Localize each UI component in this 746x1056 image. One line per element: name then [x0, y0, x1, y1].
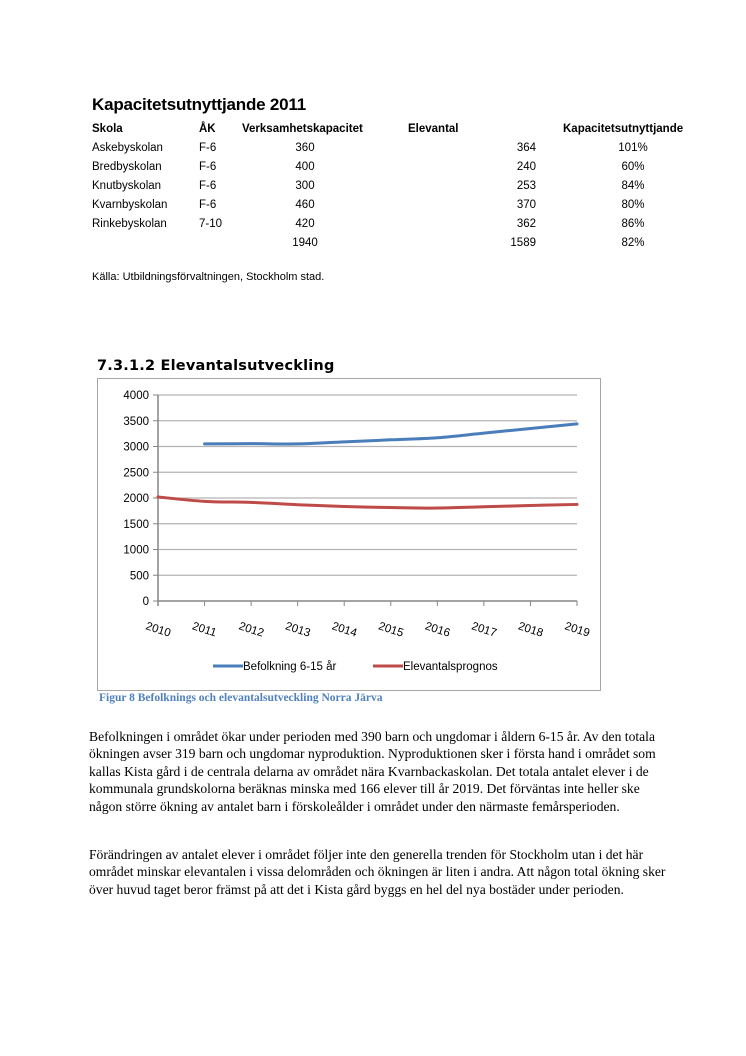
- figure-caption: Figur 8 Befolknings och elevantalsutveckling Norra Järva: [99, 692, 383, 704]
- x-tick-label: 2012: [237, 620, 266, 640]
- x-tick-labels: [144, 620, 591, 640]
- y-tick-label: 0: [142, 596, 149, 608]
- header-kapacitetsutnyttjande: Kapacitetsutnyttjande: [563, 123, 684, 135]
- cell-skola: Bredbyskolan: [92, 161, 162, 173]
- y-tick-label: 1000: [123, 544, 149, 557]
- gridlines: [158, 395, 577, 575]
- cell-verksamhetskapacitet: 420: [295, 218, 315, 230]
- x-tick-label: 2015: [376, 620, 405, 640]
- total-kapacitetsutnyttjande: 82%: [621, 237, 645, 249]
- table-row: [92, 196, 703, 215]
- x-tick-label: 2014: [330, 620, 359, 640]
- series-lines: [158, 424, 577, 508]
- table-title: Kapacitetsutnyttjande 2011: [92, 95, 306, 114]
- cell-verksamhetskapacitet: 460: [295, 199, 315, 211]
- cell-skola: [92, 234, 199, 253]
- cell-ak: F-6: [199, 199, 217, 211]
- x-tick-label: 2017: [469, 620, 499, 640]
- body-paragraph: Befolkningen i området ökar under perioden med 390 barn och ungdomar i åldern 6-15 år. Av den totala ökningen avser 319 barn och ungdomar nyproduktion. Nyproduktionen sker i första hand i området som kallas Kista gård i de centrala delarna av området nära Kvarnbackaskolan. Det totala antalet elever i de kommunala grundskolorna beräknas minska med 166 elever till år 2019. Det förväntas inte heller ske någon större ökning av antalet barn i förskoleålder i området under den närmaste femårsperioden.: [89, 729, 656, 814]
- cell-elevantal: 370: [516, 199, 536, 211]
- x-tick-label: 2013: [283, 620, 312, 640]
- total-verksamhetskapacitet: 1940: [292, 237, 318, 249]
- y-tick-labels: [123, 390, 149, 608]
- cell-kapacitetsutnyttjande: 86%: [621, 218, 645, 230]
- cell-elevantal: 362: [516, 218, 536, 230]
- cell-kapacitetsutnyttjande: 84%: [621, 180, 645, 192]
- series-line-befolkning-6-15-år: [205, 424, 577, 444]
- total-elevantal: 1589: [510, 237, 536, 249]
- header-ak: ÅK: [199, 123, 216, 135]
- y-tick-label: 4000: [123, 390, 149, 402]
- x-tick-label: 2019: [563, 620, 592, 640]
- cell-verksamhetskapacitet: 360: [295, 142, 315, 154]
- table-row: [92, 158, 703, 177]
- table-totals-row: [92, 234, 703, 253]
- capacity-table: [92, 120, 703, 253]
- table-row: [92, 177, 703, 196]
- legend-label: Elevantalsprognos: [403, 661, 498, 673]
- legend: [213, 661, 498, 673]
- line-chart: [98, 379, 602, 692]
- x-tick-label: 2011: [190, 620, 218, 640]
- header-verksamhetskapacitet: Verksamhetskapacitet: [242, 123, 363, 135]
- cell-kapacitetsutnyttjande: 60%: [621, 161, 645, 173]
- y-tick-label: 2000: [123, 493, 149, 505]
- table-source-note: Källa: Utbildningsförvaltningen, Stockholm stad.: [92, 271, 325, 283]
- y-tick-label: 1500: [123, 518, 149, 531]
- header-elevantal: Elevantal: [408, 123, 459, 135]
- cell-skola: Rinkebyskolan: [92, 218, 167, 230]
- cell-verksamhetskapacitet: 400: [295, 161, 315, 173]
- cell-elevantal: 253: [516, 180, 536, 192]
- x-tick-label: 2016: [423, 620, 452, 640]
- cell-elevantal: 364: [516, 142, 536, 154]
- header-skola: Skola: [92, 123, 123, 135]
- x-tick-label: 2018: [516, 620, 545, 640]
- table-row: [92, 215, 703, 234]
- body-paragraph: Förändringen av antalet elever i området följer inte den generella trenden för Stockholm utan i det här området minskar elevantalen i vissa delområden och ökningen är liten i andra. Att någon total ökning sker över huvud taget beror främst på att det i Kista gård byggs en hel del nya bostäder under perioden.: [89, 847, 666, 897]
- cell-skola: Knutbyskolan: [92, 180, 162, 192]
- cell-ak: F-6: [199, 161, 217, 173]
- y-tick-label: 2500: [123, 467, 149, 480]
- cell-ak: [199, 234, 236, 253]
- cell-ak: 7-10: [199, 218, 223, 230]
- cell-kapacitetsutnyttjande: 80%: [621, 199, 645, 211]
- cell-ak: F-6: [199, 180, 217, 192]
- cell-ak: F-6: [199, 142, 217, 154]
- y-tick-label: 3000: [123, 441, 149, 454]
- y-tick-label: 3500: [123, 415, 149, 428]
- y-tick-label: 500: [129, 570, 149, 583]
- cell-skola: Kvarnbyskolan: [92, 199, 168, 211]
- cell-verksamhetskapacitet: 300: [295, 180, 315, 192]
- cell-kapacitetsutnyttjande: 101%: [618, 142, 648, 154]
- cell-elevantal: 240: [516, 161, 536, 173]
- cell-skola: Askebyskolan: [92, 142, 163, 154]
- chart-frame: [97, 378, 601, 691]
- table-header-row: [92, 120, 703, 139]
- section-heading: 7.3.1.2 Elevantalsutveckling: [97, 358, 335, 374]
- table-row: [92, 139, 703, 158]
- legend-label: Befolkning 6-15 år: [243, 661, 337, 673]
- x-tick-label: 2010: [144, 620, 173, 640]
